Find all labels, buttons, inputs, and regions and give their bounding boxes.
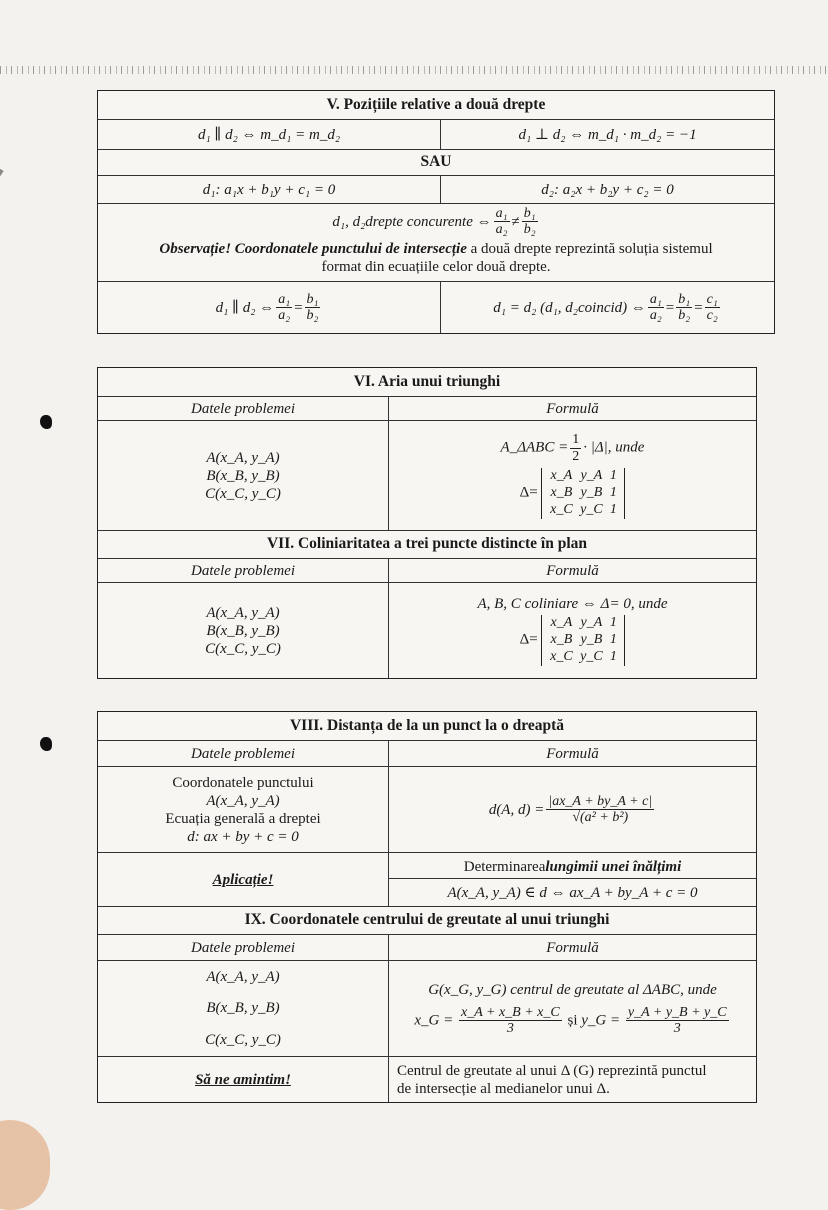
- collinear-determinant: x_A y_A 1 x_B y_B 1 x_C y_C 1: [541, 615, 625, 665]
- section-6-7-table: [97, 367, 757, 679]
- section-7-title: VII. Coliniaritatea a trei puncte distincte în plan: [98, 530, 756, 558]
- section-5-title: V. Pozițiile relative a două drepte: [326, 95, 546, 113]
- coincide-condition: d₁ = d₂ (d₁, d₂coincid) ⇔ $\frac{\text{a₁}}{\text{a₂}}$ = $\frac{\text{b₁}}{\text{b₂}}$ = $\frac{\text{c₁}}{\text{c₂}}$: [440, 281, 774, 333]
- section-9-points: A(x_A, y_A) B(x_B, y_B) C(x_C, y_C): [98, 960, 388, 1056]
- collinear-formula: A, B, C coliniare ⇔ Δ= 0, unde Δ= x_A y_A 1 x_B y_B 1 x_C y_C 1: [388, 582, 756, 678]
- section-8-col-right: Formulă: [388, 740, 756, 766]
- area-formula: A_ΔABC = $\frac{1}{2}$ · |Δ|, unde Δ= x_A y_A 1 x_B y_B 1 x_C y_C 1: [388, 420, 756, 530]
- line1-equation: d₁: a₁x + b₁y + c₁ = 0: [98, 175, 440, 203]
- section-5-table: [97, 90, 775, 334]
- section-9-title: IX. Coordonatele centrului de greutate al unui triunghi: [98, 906, 756, 934]
- concurrent-condition: d₁, d₂drepte concurente ⇔ $\frac{\text{a₁}}{\text{a₂}}$ ≠ $\frac{\text{b₁}}{\text{b₂}}$: [98, 203, 774, 239]
- section-8-data: Coordonatele punctului A(x_A, y_A) Ecuația generală a dreptei d: ax + by + c = 0: [98, 766, 388, 852]
- section-6-title: VI. Aria unui triunghi: [353, 372, 501, 390]
- section-7-col-right: Formulă: [388, 558, 756, 582]
- application-label: Aplicație!: [98, 852, 388, 906]
- centroid-formula: G(x_G, y_G) centrul de greutate al ΔABC, unde x_G = $\frac{x\_A + x\_B + x\_C}{3}$ și y_G = $\frac{y\_A + y\_B + y\_C}{3}$: [388, 960, 756, 1056]
- height-length-label: Determinarea lungimii unei înălțimi: [388, 852, 756, 880]
- section-8-col-left: Datele problemei: [98, 740, 388, 766]
- distance-formula: d(A, d) = $\frac{|ax\_A + by\_A + c|}{\text{√(a² + b²)}}$: [388, 766, 756, 852]
- section-9-col-right: Formulă: [388, 934, 756, 960]
- section-6-points: A(x_A, y_A) B(x_B, y_B) C(x_C, y_C): [98, 420, 388, 530]
- pen-mark: [0, 169, 4, 261]
- section-7-col-left: Datele problemei: [98, 558, 388, 582]
- perpendicular-slope-cell: d₁ ⊥ d₂ ⇔ m_d₁ · m_d₂ = −1: [440, 119, 774, 149]
- area-determinant: x_A y_A 1 x_B y_B 1 x_C y_C 1: [541, 468, 625, 518]
- finger: [0, 1120, 50, 1210]
- punch-hole-2: [40, 737, 52, 751]
- section-6-col-left: Datele problemei: [98, 396, 388, 420]
- section-8-9-table: [97, 711, 757, 1103]
- notebook-binding-edge: [0, 66, 828, 74]
- section-8-title: VIII. Distanța de la un punct la o dreaptă: [289, 716, 565, 734]
- section-6-col-right: Formulă: [388, 396, 756, 420]
- line2-equation: d₂: a₂x + b₂y + c₂ = 0: [440, 175, 774, 203]
- section-7-points: A(x_A, y_A) B(x_B, y_B) C(x_C, y_C): [98, 582, 388, 678]
- section-9-col-left: Datele problemei: [98, 934, 388, 960]
- point-on-line-condition: A(x_A, y_A) ∈ d ⇔ ax_A + by_A + c = 0: [388, 878, 756, 906]
- parallel-slope-cell: d₁ ∥ d₂ ⇔ m_d₁ = m_d₂: [98, 119, 440, 149]
- punch-hole-1: [40, 415, 52, 429]
- parallel-coeff-condition: d₁ ∥ d₂ ⇔ $\frac{\text{a₁}}{\text{a₂}}$ = $\frac{\text{b₁}}{\text{b₂}}$: [98, 281, 440, 333]
- remember-text: Centrul de greutate al unui Δ (G) reprezintă punctul de intersecție al medianelor unui Δ.: [388, 1056, 756, 1102]
- remember-label: Să ne amintim!: [98, 1056, 388, 1102]
- or-label: SAU: [98, 149, 774, 175]
- observation-note: Observație! Coordonatele punctului de intersecție a două drepte reprezintă soluția sistemul format din ecuațiile celor două drepte.: [159, 241, 713, 275]
